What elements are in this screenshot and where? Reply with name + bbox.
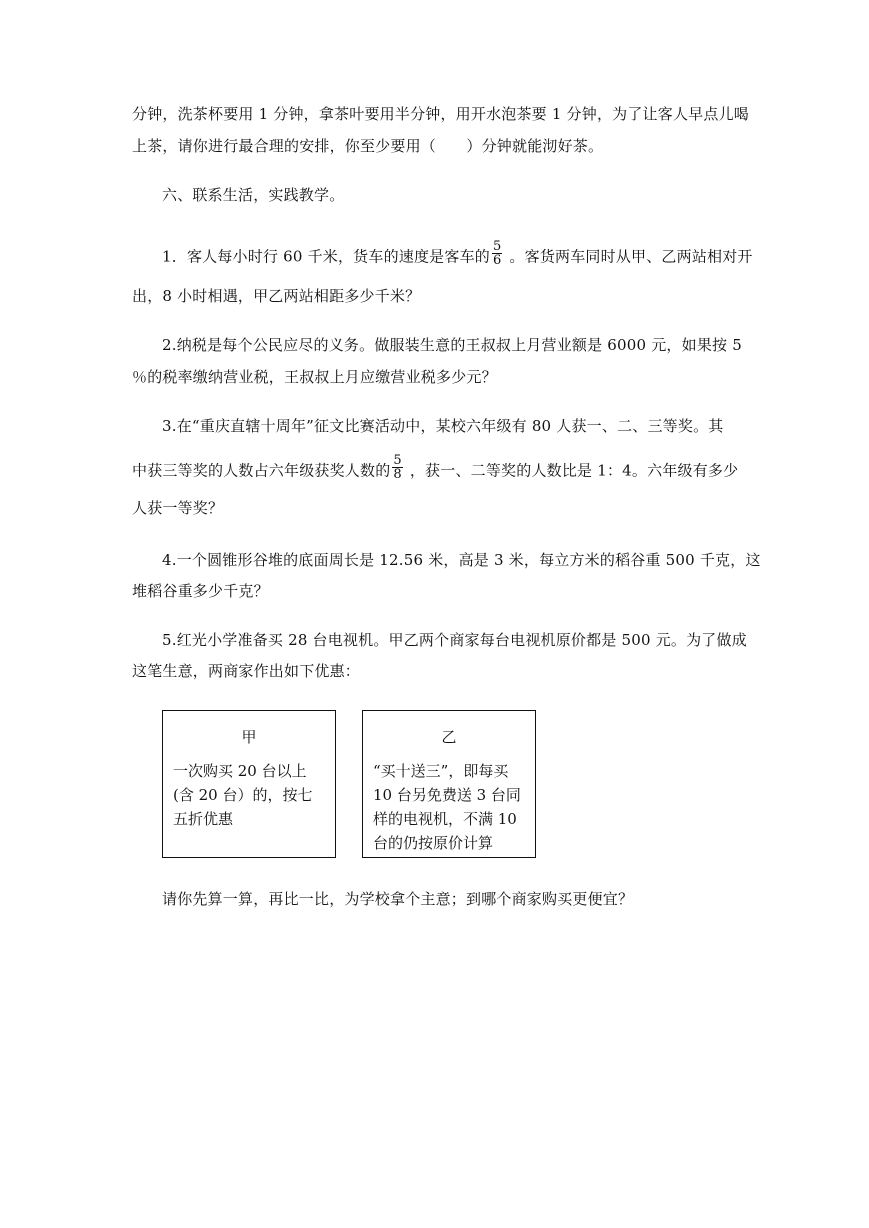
- problem-5-question: 请你先算一算，再比一比，为学校拿个主意；到哪个商家购买更便宜？: [162, 890, 634, 908]
- problem-2-line-2: ％的税率缴纳营业税，王叔叔上月应缴营业税多少元？: [132, 368, 497, 386]
- problem-3-line-3: 人获一等奖？: [132, 499, 224, 517]
- offer-box-a-title: 甲: [241, 728, 257, 746]
- offer-box-b-text: “买十送三”，即每买 10 台另免费送 3 台同样的电视机，不满 10 台的仍按原价计算: [373, 762, 521, 852]
- problem-4-line-1: 4.一个圆锥形谷堆的底面周长是 12.56 米，高是 3 米，每立方米的稻谷重 500 千克，这: [162, 551, 761, 569]
- problem-3-text-a: 中获三等奖的人数占六年级获奖人数的: [132, 461, 391, 480]
- problem-1-line-1: [162, 239, 753, 271]
- problem-1-line-2: 出，8 小时相遇，甲乙两站相距多少千米？: [132, 287, 421, 305]
- fraction-5-6: [492, 240, 502, 267]
- offer-box-b: [362, 710, 536, 858]
- offer-box-a-text: 一次购买 20 台以上(含 20 台）的，按七五折优惠: [173, 762, 313, 828]
- problem-5-line-1: 5.红光小学准备买 28 台电视机。甲乙两个商家每台电视机原价都是 500 元。为了做成: [162, 631, 747, 649]
- problem-4-line-2: 堆稻谷重多少千克？: [132, 582, 269, 600]
- problem-1-text-a: 1．客人每小时行 60 千米，货车的速度是客车的: [162, 247, 490, 266]
- intro-line-1: 分钟，洗茶杯要用 1 分钟，拿茶叶要用半分钟，用开水泡茶要 1 分钟，为了让客人早点儿喝: [132, 105, 749, 123]
- problem-1-text-b: 。客货两车同时从甲、乙两站相对开: [504, 247, 753, 266]
- section-6-heading: 六、联系生活，实践教学。: [162, 186, 345, 204]
- fraction-denominator: 8: [393, 467, 402, 482]
- problem-2-line-1: 2.纳税是每个公民应尽的义务。做服装生意的王叔叔上月营业额是 6000 元，如果按 5: [162, 336, 742, 354]
- fraction-denominator: 6: [492, 253, 502, 268]
- problem-5-line-2: 这笔生意，两商家作出如下优惠：: [132, 662, 361, 680]
- offer-box-b-title: 乙: [441, 728, 457, 746]
- fraction-5-8: [392, 454, 402, 481]
- fraction-numerator: 5: [393, 453, 402, 468]
- problem-3-line-1: 3.在“重庆直辖十周年”征文比赛活动中，某校六年级有 80 人获一、二、三等奖。其: [162, 417, 724, 435]
- problem-3-text-b: ，获一、二等奖的人数比是 1：4。六年级有多少: [404, 461, 739, 480]
- problem-3-line-2: [132, 453, 739, 485]
- fraction-numerator: 5: [492, 239, 502, 254]
- offer-box-a: [162, 710, 336, 858]
- intro-line-2: 上茶，请你进行最合理的安排，你至少要用（ ）分钟就能沏好茶。: [132, 137, 604, 155]
